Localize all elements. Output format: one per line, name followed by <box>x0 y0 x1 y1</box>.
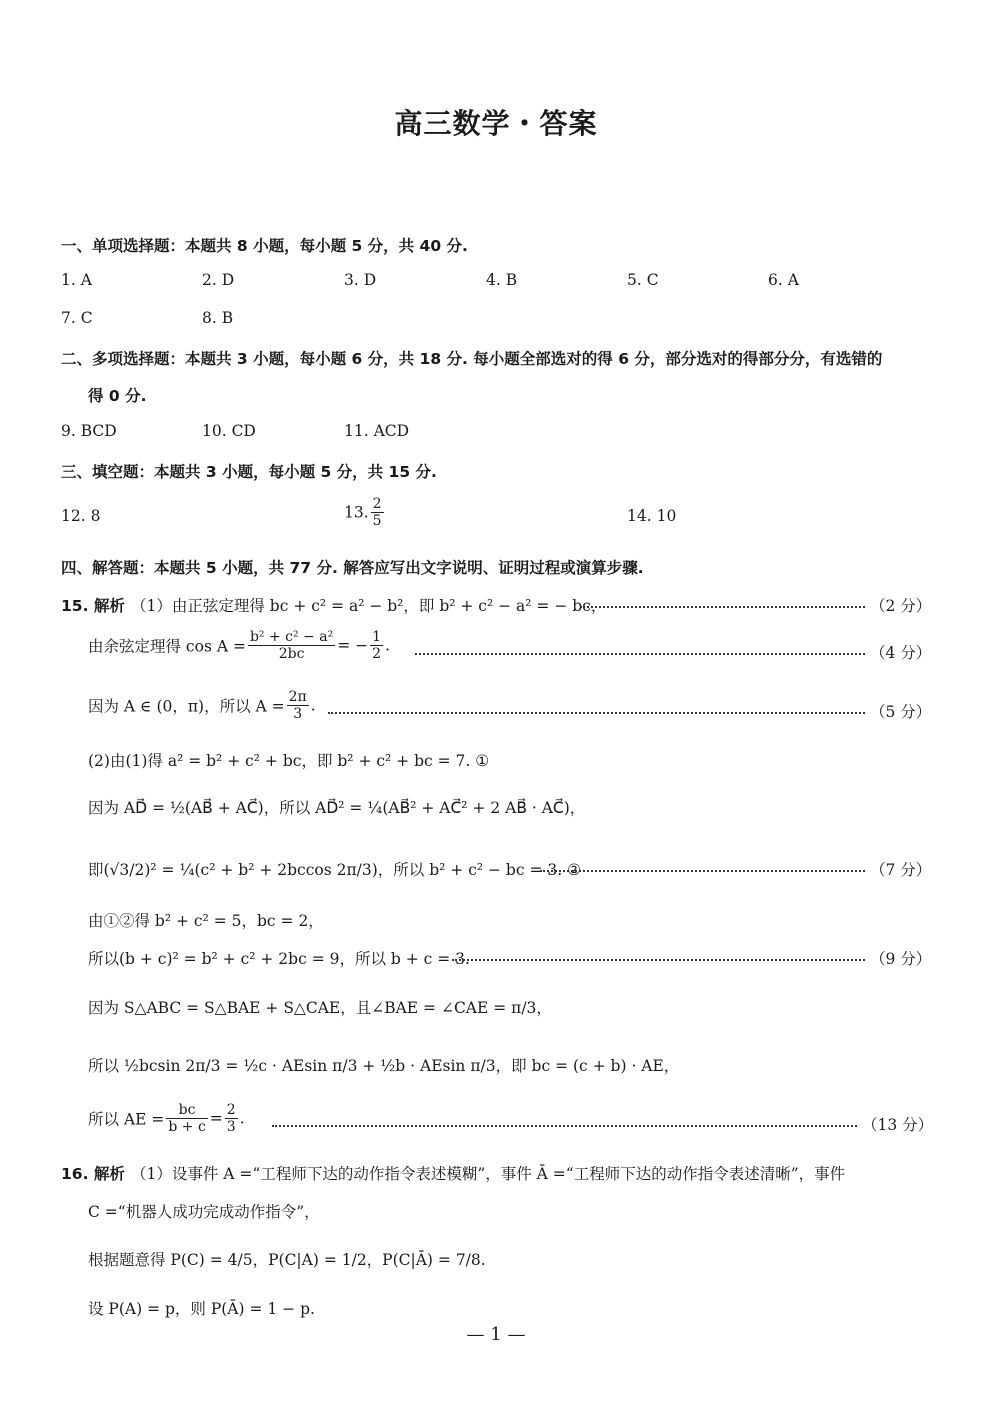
section-2-heading-cont: 得 0 分. <box>88 387 147 405</box>
q16-line-3: 根据题意得 P(C) = 4/5，P(C|A) = 1/2，P(C|Ā) = 7/8. <box>88 1251 486 1269</box>
q15-score-5: （5 分） <box>870 703 932 721</box>
q15-line-2: 由余弦定理得 cos A = $\frac{\text{b² + c² − a²}}{2bc}$ = − $\frac{1}{2}$ . <box>88 629 390 663</box>
q15-line-5: 因为 AD⃗ = ½(AB⃗ + AC⃗)，所以 AD⃗² = ¼(AB⃗² + AC⃗² + 2 AB⃗ · AC⃗)， <box>88 799 586 817</box>
page-title: 高三数学・答案 <box>394 107 598 140</box>
answer-1: 1. A <box>61 271 92 289</box>
q15-score-4: （4 分） <box>870 644 932 662</box>
q16-label: 16. 解析 <box>61 1165 125 1183</box>
q16-line-2: C =“机器人成功完成动作指令”， <box>88 1203 320 1221</box>
page-number: — 1 — <box>466 1324 526 1345</box>
answer-6: 6. A <box>768 271 799 289</box>
answer-7: 7. C <box>61 309 93 327</box>
answer-10: 10. CD <box>202 422 256 440</box>
answer-14: 14. 10 <box>627 507 677 525</box>
q15-line-6: 即(√3/2)² = ¼(c² + b² + 2bccos 2π/3)，所以 b² + c² − bc = 3. ② <box>88 861 581 879</box>
q15-label: 15. 解析 <box>61 597 125 615</box>
q15-score-7: （7 分） <box>870 861 932 879</box>
q15-line-10: 所以 ½bcsin 2π/3 = ½c · AEsin π/3 + ½b · AEsin π/3，即 bc = (c + b) · AE， <box>88 1057 680 1075</box>
q15-line-11: 所以 AE = $\frac{bc}{b + c}$ = $\frac{2}{3}$ . <box>88 1102 245 1136</box>
answer-12: 12. 8 <box>61 507 101 525</box>
answer-11: 11. ACD <box>344 422 410 440</box>
q15-score-9: （9 分） <box>870 950 932 968</box>
q15-line-8: 所以(b + c)² = b² + c² + 2bc = 9，所以 b + c = 3. <box>88 950 470 968</box>
q16-line-4: 设 P(A) = p，则 P(Ā) = 1 − p. <box>88 1300 315 1318</box>
q15-line-3: 因为 A ∈ (0，π)，所以 A = $\frac{2\pi}{3}$ . <box>88 689 316 723</box>
answer-3: 3. D <box>344 271 377 289</box>
dot-leader <box>328 712 865 714</box>
q16-line-1: （1）设事件 A =“工程师下达的动作指令表述模糊”，事件 Ā =“工程师下达的动作指令表述清晰”，事件 <box>131 1165 846 1183</box>
answer-13: 13. $\frac{2}{5}$ <box>344 496 382 530</box>
dot-leader <box>415 653 865 655</box>
q15-score-13: （13 分） <box>862 1116 934 1134</box>
dot-leader <box>540 870 865 872</box>
answer-8: 8. B <box>202 309 234 327</box>
section-4-heading: 四、解答题：本题共 5 小题，共 77 分. 解答应写出文字说明、证明过程或演算步骤. <box>61 559 644 577</box>
q15-line-4: (2)由(1)得 a² = b² + c² + bc，即 b² + c² + bc = 7. ① <box>88 752 490 770</box>
q15-score-2: （2 分） <box>870 597 932 615</box>
dot-leader <box>452 959 865 961</box>
q15-line-1: （1）由正弦定理得 bc + c² = a² − b²，即 b² + c² − a² = − bc， <box>131 597 607 615</box>
q15-line-7: 由①②得 b² + c² = 5，bc = 2， <box>88 912 324 930</box>
dot-leader <box>272 1125 857 1127</box>
section-3-heading: 三、填空题：本题共 3 小题，每小题 5 分，共 15 分. <box>61 463 437 481</box>
section-1-heading: 一、单项选择题：本题共 8 小题，每小题 5 分，共 40 分. <box>61 237 468 255</box>
q15-line-9: 因为 S△ABC = S△BAE + S△CAE，且∠BAE = ∠CAE = π/3， <box>88 999 552 1017</box>
dot-leader <box>580 606 865 608</box>
section-2-heading: 二、多项选择题：本题共 3 小题，每小题 6 分，共 18 分. 每小题全部选对的得 6 分，部分选对的得部分分，有选错的 <box>61 350 883 368</box>
answer-4: 4. B <box>486 271 518 289</box>
answer-9: 9. BCD <box>61 422 117 440</box>
answer-5: 5. C <box>627 271 659 289</box>
answer-2: 2. D <box>202 271 235 289</box>
